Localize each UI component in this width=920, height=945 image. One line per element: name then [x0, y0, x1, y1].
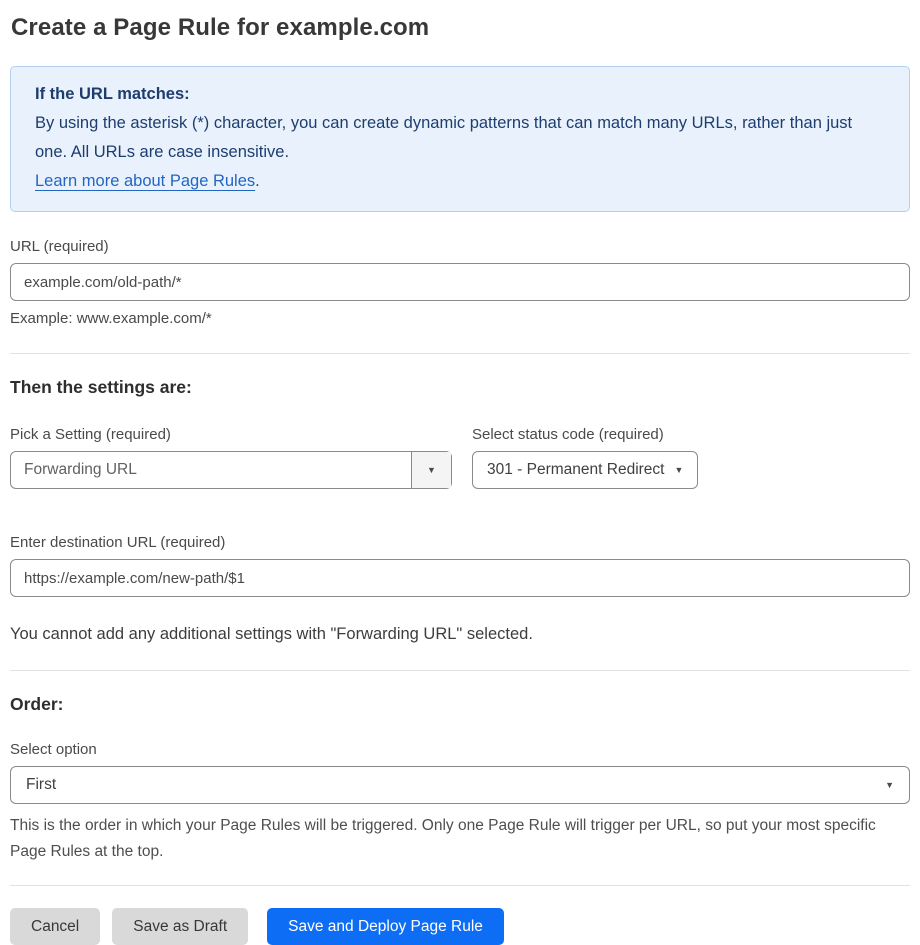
destination-url-label: Enter destination URL (required): [10, 534, 226, 551]
setting-picker-select[interactable]: [10, 451, 452, 489]
page-title: Create a Page Rule for example.com: [11, 14, 430, 41]
divider: [10, 353, 910, 354]
learn-more-link[interactable]: Learn more about Page Rules: [35, 172, 256, 190]
info-box-body: By using the asterisk (*) character, you can create dynamic patterns that can match many URLs, rather than just one. All URLs are case insensitive.: [35, 114, 853, 161]
info-link-line: [35, 167, 885, 196]
info-box-heading: If the URL matches:: [35, 85, 190, 103]
settings-section-heading: Then the settings are:: [10, 377, 192, 397]
order-section-heading: Order:: [10, 694, 64, 714]
divider: [10, 885, 910, 886]
setting-picker-label: Pick a Setting (required): [10, 426, 171, 443]
url-match-info-box: [10, 66, 910, 212]
status-code-column: [472, 400, 698, 489]
order-select[interactable]: [10, 766, 910, 804]
order-description: This is the order in which your Page Rules will be triggered. Only one Page Rule will trigger per URL, so put your most specific Page Rules at the top.: [10, 817, 876, 860]
save-as-draft-button[interactable]: Save as Draft: [112, 908, 248, 945]
form-actions: [10, 908, 910, 945]
url-input[interactable]: [10, 263, 910, 301]
url-hint: Example: www.example.com/*: [10, 310, 212, 327]
order-select-label: Select option: [10, 741, 97, 758]
save-and-deploy-button[interactable]: Save and Deploy Page Rule: [267, 908, 504, 945]
url-label: URL (required): [10, 238, 109, 255]
settings-row: [10, 400, 910, 489]
destination-url-input[interactable]: [10, 559, 910, 597]
forwarding-url-note: You cannot add any additional settings with "Forwarding URL" selected.: [10, 625, 533, 643]
chevron-down-icon: ▼: [427, 464, 436, 475]
setting-picker-value: Forwarding URL: [24, 461, 137, 478]
chevron-down-icon: ▼: [674, 464, 684, 475]
chevron-down-icon: ▼: [885, 779, 894, 790]
order-select-value: First: [26, 776, 57, 793]
divider: [10, 670, 910, 671]
cancel-button[interactable]: Cancel: [10, 908, 100, 945]
setting-picker-column: [10, 400, 452, 489]
status-code-label: Select status code (required): [472, 426, 664, 443]
status-code-value: 301 - Permanent Redirect: [487, 461, 665, 478]
status-code-select[interactable]: [472, 451, 698, 489]
info-link-suffix: .: [255, 172, 260, 190]
setting-picker-arrow-button[interactable]: [411, 452, 451, 488]
